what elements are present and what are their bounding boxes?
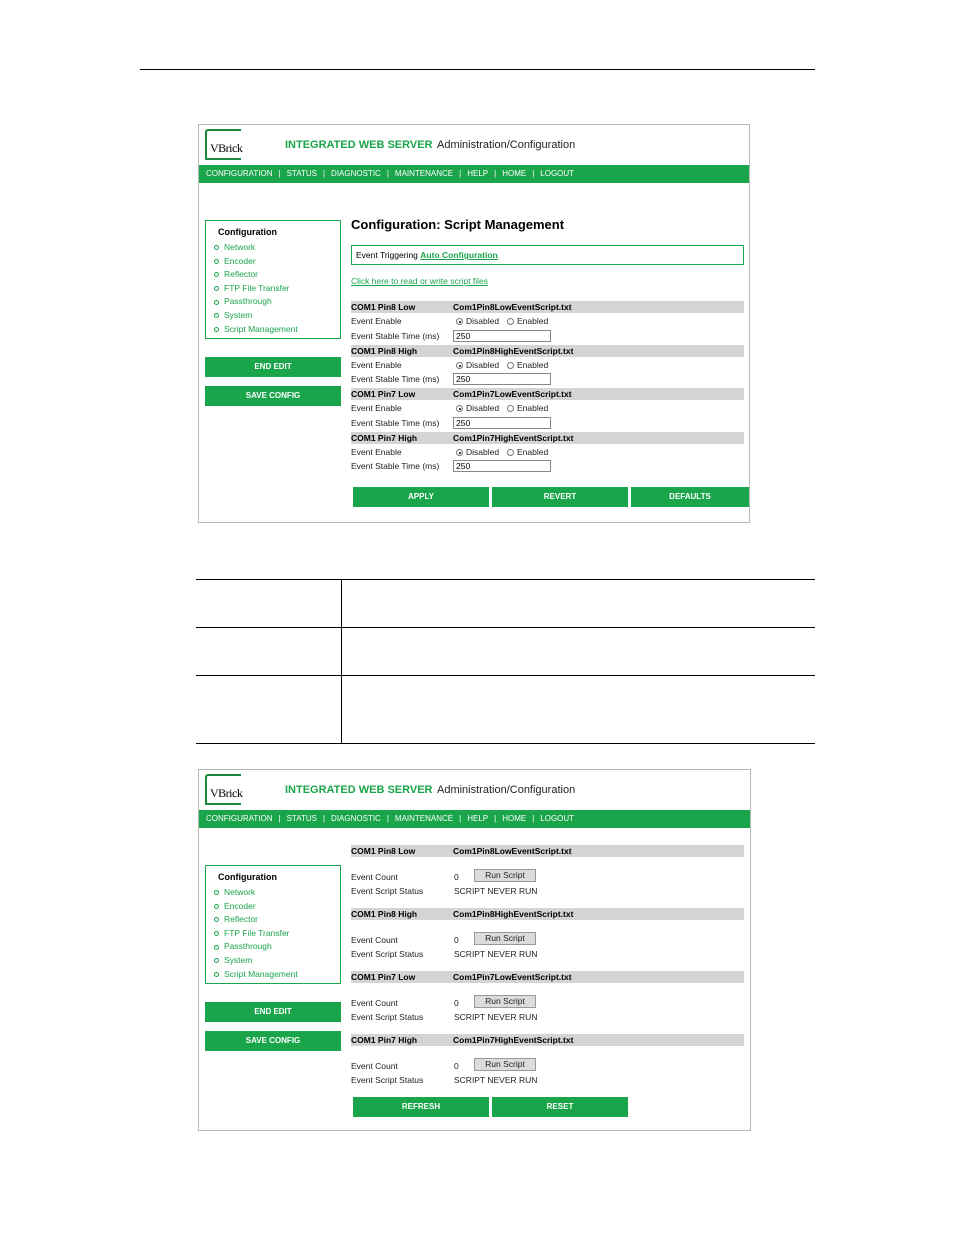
sidebar-item-network[interactable]: Network [214,241,340,255]
enabled-radio[interactable]: Enabled [507,403,548,413]
section-header: COM1 Pin8 High Com1Pin8HighEventScript.txt [351,345,744,357]
auto-configuration-link[interactable]: Auto Configuration [420,250,498,260]
nav-logout[interactable]: LOGOUT [540,814,575,823]
nav-status[interactable]: STATUS [286,814,317,823]
section-header: COM1 Pin8 High Com1Pin8HighEventScript.txt [351,908,744,920]
sidebar-title: Configuration [218,872,277,882]
sidebar-item-ftp[interactable]: FTP File Transfer [214,927,340,941]
enabled-radio[interactable]: Enabled [507,447,548,457]
nav-help[interactable]: HELP [467,814,489,823]
section-header: COM1 Pin7 High Com1Pin7HighEventScript.txt [351,1034,744,1046]
sidebar-item-system[interactable]: System [214,309,340,323]
brand-title: INTEGRATED WEB SERVER [285,139,433,151]
sidebar-item-script-management[interactable]: Script Management [214,968,340,982]
sidebar-item-ftp[interactable]: FTP File Transfer [214,282,340,296]
script-status-label: Event Script Status [351,949,424,959]
bullet-icon [214,300,219,305]
bullet-icon [214,890,219,895]
event-count-value: 0 [454,998,459,1008]
enabled-radio[interactable]: Enabled [507,316,548,326]
stable-time-input[interactable]: 250 [453,460,551,472]
section-header: COM1 Pin7 High Com1Pin7HighEventScript.txt [351,432,744,444]
disabled-radio[interactable]: Disabled [456,447,499,457]
script-status-label: Event Script Status [351,1075,424,1085]
brand-title: INTEGRATED WEB SERVER [285,784,433,796]
top-nav: CONFIGURATION | STATUS | DIAGNOSTIC | MAINTENANCE | HELP | HOME | LOGOUT [199,165,749,183]
save-config-button[interactable]: SAVE CONFIG [205,386,341,406]
revert-button[interactable]: REVERT [492,487,628,507]
bullet-icon [214,972,219,977]
defaults-button[interactable]: DEFAULTS [631,487,749,507]
bullet-icon [214,945,219,950]
page-top-rule [140,69,815,70]
bullet-icon [214,259,219,264]
vbrick-logo: VBrick [205,774,241,805]
bullet-icon [214,245,219,250]
refresh-button[interactable]: REFRESH [353,1097,489,1117]
top-nav: CONFIGURATION | STATUS | DIAGNOSTIC | MAINTENANCE | HELP | HOME | LOGOUT [199,810,750,828]
bullet-icon [214,286,219,291]
disabled-radio[interactable]: Disabled [456,360,499,370]
nav-home[interactable]: HOME [502,814,527,823]
sidebar-item-system[interactable]: System [214,954,340,968]
brand-subtitle: Administration/Configuration [437,139,576,151]
stable-time-label: Event Stable Time (ms) [351,418,440,428]
event-enable-label: Event Enable [351,316,402,326]
event-count-label: Event Count [351,872,398,882]
status-screenshot [198,769,751,1131]
sidebar-item-encoder[interactable]: Encoder [214,255,340,269]
vbrick-logo: VBrick [205,129,241,160]
disabled-radio[interactable]: Disabled [456,403,499,413]
run-script-button[interactable]: Run Script [474,932,536,945]
run-script-button[interactable]: Run Script [474,995,536,1008]
nav-diagnostic[interactable]: DIAGNOSTIC [331,814,381,823]
reset-button[interactable]: RESET [492,1097,628,1117]
nav-maintenance[interactable]: MAINTENANCE [394,814,454,823]
bullet-icon [214,958,219,963]
script-status-value: SCRIPT NEVER RUN [454,949,538,959]
stable-time-label: Event Stable Time (ms) [351,331,440,341]
stable-time-label: Event Stable Time (ms) [351,374,440,384]
nav-diagnostic[interactable]: DIAGNOSTIC [331,169,381,178]
enabled-radio[interactable]: Enabled [507,360,548,370]
script-status-label: Event Script Status [351,886,424,896]
end-edit-button[interactable]: END EDIT [205,357,341,377]
event-enable-label: Event Enable [351,447,402,457]
nav-help[interactable]: HELP [467,169,489,178]
event-count-label: Event Count [351,935,398,945]
sidebar-item-passthrough[interactable]: Passthrough [214,940,340,954]
sidebar [205,220,341,339]
run-script-button[interactable]: Run Script [474,869,536,882]
sidebar-item-reflector[interactable]: Reflector [214,913,340,927]
event-count-value: 0 [454,872,459,882]
section-header: COM1 Pin7 Low Com1Pin7LowEventScript.txt [351,971,744,983]
brand-subtitle: Administration/Configuration [437,784,576,796]
event-count-label: Event Count [351,998,398,1008]
script-status-value: SCRIPT NEVER RUN [454,1075,538,1085]
event-triggering-box: Event Triggering Auto Configuration [351,245,744,265]
disabled-radio[interactable]: Disabled [456,316,499,326]
nav-configuration[interactable]: CONFIGURATION [206,814,273,823]
run-script-button[interactable]: Run Script [474,1058,536,1071]
save-config-button[interactable]: SAVE CONFIG [205,1031,341,1051]
section-header: COM1 Pin8 Low Com1Pin8LowEventScript.txt [351,845,744,857]
event-enable-label: Event Enable [351,403,402,413]
event-count-label: Event Count [351,1061,398,1071]
bullet-icon [214,327,219,332]
script-files-link[interactable]: Click here to read or write script files [351,276,488,286]
script-status-value: SCRIPT NEVER RUN [454,886,538,896]
event-count-value: 0 [454,935,459,945]
stable-time-input[interactable]: 250 [453,417,551,429]
end-edit-button[interactable]: END EDIT [205,1002,341,1022]
sidebar-item-reflector[interactable]: Reflector [214,268,340,282]
bullet-icon [214,931,219,936]
apply-button[interactable]: APPLY [353,487,489,507]
stable-time-label: Event Stable Time (ms) [351,461,440,471]
section-header: COM1 Pin7 Low Com1Pin7LowEventScript.txt [351,388,744,400]
script-status-label: Event Script Status [351,1012,424,1022]
config-screenshot [198,124,750,523]
event-count-value: 0 [454,1061,459,1071]
sidebar-item-passthrough[interactable]: Passthrough [214,295,340,309]
stable-time-input[interactable]: 250 [453,330,551,342]
bullet-icon [214,917,219,922]
nav-logout[interactable]: LOGOUT [540,169,575,178]
sidebar [205,865,341,984]
page-title: Configuration: Script Management [351,217,565,232]
section-header: COM1 Pin8 Low Com1Pin8LowEventScript.txt [351,301,744,313]
script-status-value: SCRIPT NEVER RUN [454,1012,538,1022]
sidebar-title: Configuration [218,227,277,237]
nav-configuration[interactable]: CONFIGURATION [206,169,273,178]
stable-time-input[interactable]: 250 [453,373,551,385]
event-enable-label: Event Enable [351,360,402,370]
sidebar-item-encoder[interactable]: Encoder [214,900,340,914]
nav-home[interactable]: HOME [502,169,527,178]
bullet-icon [214,313,219,318]
nav-maintenance[interactable]: MAINTENANCE [394,169,454,178]
sidebar-item-script-management[interactable]: Script Management [214,323,340,337]
bullet-icon [214,272,219,277]
nav-status[interactable]: STATUS [286,169,317,178]
bullet-icon [214,904,219,909]
sidebar-item-network[interactable]: Network [214,886,340,900]
